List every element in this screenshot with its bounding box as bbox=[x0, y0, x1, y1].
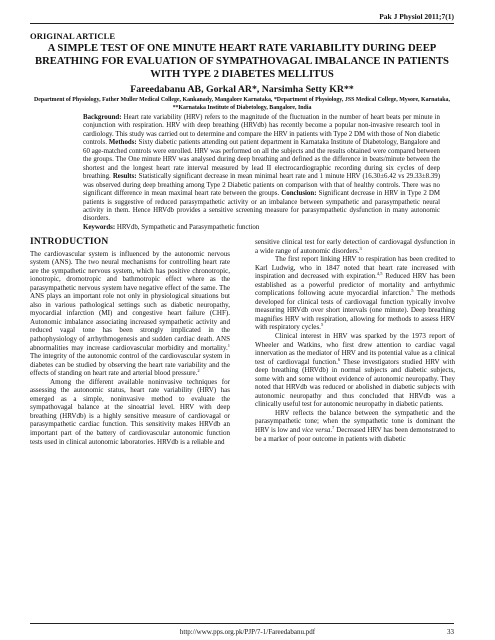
intro-paragraph-3: sensitive clinical test for early detection of cardiovagal dysfunction in a wide range of autonomic disorders.$^3$ bbox=[255, 238, 455, 255]
intro-paragraph-1: The cardiovascular system is influenced by the autonomic nervous system (ANS). The two neural mechanisms for controlling heart rate are the sympathetic nervous system, which has positive chronotropic, ionotropic, dromotropic and bathmotropic effect where as the parasympathetic nervous system have negative effect of the same. The ANS plays an important role not only in physiological situations but also in various pathological settings such as diabetic neuropathy, myocardial infarction (MI) and congestive heart failure (CHF). Autonomic imbalance associating increased sympathetic activity and reduced vagal tone has been strongly implicated in the pathophysiology of arrhythmogenesis and sudden cardiac death. ANS abnormalities may increase cardiovascular morbidity and mortality.$^1$ The integrity of the autonomic control of the cardiovascular system in diabetes can be studied by observing the heart rate variability and the effects of standing on heart rate and arterial blood pressure.$^2$ bbox=[30, 249, 230, 378]
left-column bbox=[30, 238, 230, 446]
author-list: Fareedabanu AB, Gorkal AR*, Narsimha Setty KR** bbox=[130, 84, 354, 95]
conclusion-text: Significant decrease in HRV in Type 2 DM patients is suggestive of reduced parasympathetic activity or an imbalance between sympathetic and parasympathetic neural activity in them. Hence HRVdb provides a sensitive screening measure for parasympathetic dysfunction in many autonomic disorders. bbox=[83, 190, 440, 223]
page-number: 33 bbox=[447, 628, 454, 636]
affiliations: Department of Physiology, Father Muller Medical College, Kankanady, Mangalore Karnataka, *Department of Physiology, JSS Medical College, Mysore, Karnataka, **Karnataka Institute of Diabetology, Bangalore, India bbox=[34, 97, 450, 111]
intro-paragraph-4: The first report linking HRV to respiration has been credited to Karl Ludwig, who in 1847 noted that heart rate increased with inspiration and decreased with expiration.$^{4,5}$ Reduced HRV has been established as a powerful predictor of mortality and arrhythmic complications following acute myocardial infarction.$^5$ The methods developed for clinical tests of cardiovagal function typically involve measuring HRVdb over short intervals (one minute). Deep breathing magnifies HRV with respiration, allowing for methods to assess HRV with respiratory cycles.$^5$ bbox=[255, 255, 456, 332]
methods-label: Methods: bbox=[108, 139, 137, 147]
header-rule bbox=[30, 23, 454, 24]
methods-text: Sixty diabetic patients attending out patient department in Karnataka Institute of Diabetology, Bangalore and 60 age-matched controls were enrolled. HRV was performed on all the subjects and the results obtained were compared between the groups. The One minute HRV was analysed during deep breathing and defined as the difference in beats/minute between the shortest and the longest heart rate interval measured by lead II electrocardiographic recording during six cycles of deep breathing. bbox=[83, 139, 440, 181]
intro-paragraph-2: Among the different available noninvasive techniques for assessing the autonomic status, heart rate variability (HRV) has emerged as a simple, noninvasive method to evaluate the sympathovagal balance at the sinoatrial level. HRV with deep breathing (HRVdb) is a highly sensitive measure of cardiovagal or parasympathetic cardiac function. This sensitivity makes HRVdb an important part of the battery of cardiovascular autonomic function tests used in clinical autonomic laboratories. HRVdb is a reliable and bbox=[30, 377, 230, 446]
footer-url[interactable]: http://www.pps.org.pk/PJP/7-1/Fareedabanu.pdf bbox=[179, 628, 316, 636]
right-column bbox=[255, 238, 455, 443]
article-type: ORIGINAL ARTICLE bbox=[30, 31, 116, 41]
abstract bbox=[83, 114, 440, 232]
paper-title: A SIMPLE TEST OF ONE MINUTE HEART RATE VARIABILITY DURING DEEP BREATHING FOR EVALUATION OF SYMPATHOVAGAL IMBALANCE IN PATIENTS WITH TYPE 2 DIABETES MELLITUS bbox=[35, 43, 449, 81]
intro-paragraph-6: HRV reflects the balance between the sympathetic and the parasympathetic tone; when the sympathetic tone is dominant the HRV is low and vice versa.$^7$ Decreased HRV has been demonstrated to be a marker of poor outcome in patients with diabetic bbox=[255, 408, 455, 443]
journal-citation: Pak J Physiol 2011;7(1) bbox=[379, 12, 454, 21]
background-label: Background: bbox=[83, 114, 122, 121]
footer-rule bbox=[30, 623, 454, 624]
conclusion-label: Conclusion: bbox=[281, 190, 317, 198]
results-text: Statistically significant decrease in mean minimal heart rate and 1 minute HRV (16.30±6.42 vs 29.33±8.39) was observed during deep breathing among Type 2 Diabetic patients on comparison with that of healthy controls. There was no significant difference in mean maximal heart rate between the groups. bbox=[83, 173, 440, 198]
background-text: Heart rate variability (HRV) refers to the magnitude of the fluctuation in the number of heart beats per minute in conjunction with respiration. HRV with deep breathing (HRVdb) has recently become a popular non-invasive research tool in cardiology. This study was carried out to determine and compare the HRV in patients with Type 2 DM with those of Non diabetic controls. bbox=[83, 114, 440, 147]
intro-paragraph-5: Clinical interest in HRV was sparked by the 1973 report of Wheeler and Watkins, who first drew attention to cardiac vagal innervation as the mediator of HRV and its potential value as a clinical test of cardiovagal function.$^6$ These investigators studied HRV with deep breathing (HRVdb) in normal subjects and diabetic subjects, some with and some without evidence of autonomic neuropathy. They noted that HRVdb was reduced or abolished in diabetic subjects with autonomic neuropathy and thus concluded that HRVdb was a clinically useful test for autonomic neuropathy in diabetic patients. bbox=[255, 332, 455, 409]
keywords-label: Keywords: bbox=[83, 223, 116, 231]
results-label: Results: bbox=[112, 173, 137, 181]
section-heading-introduction: INTRODUCTION bbox=[30, 237, 109, 247]
keywords-text: HRVdb, Sympathetic and Parasympathetic function bbox=[115, 223, 260, 231]
